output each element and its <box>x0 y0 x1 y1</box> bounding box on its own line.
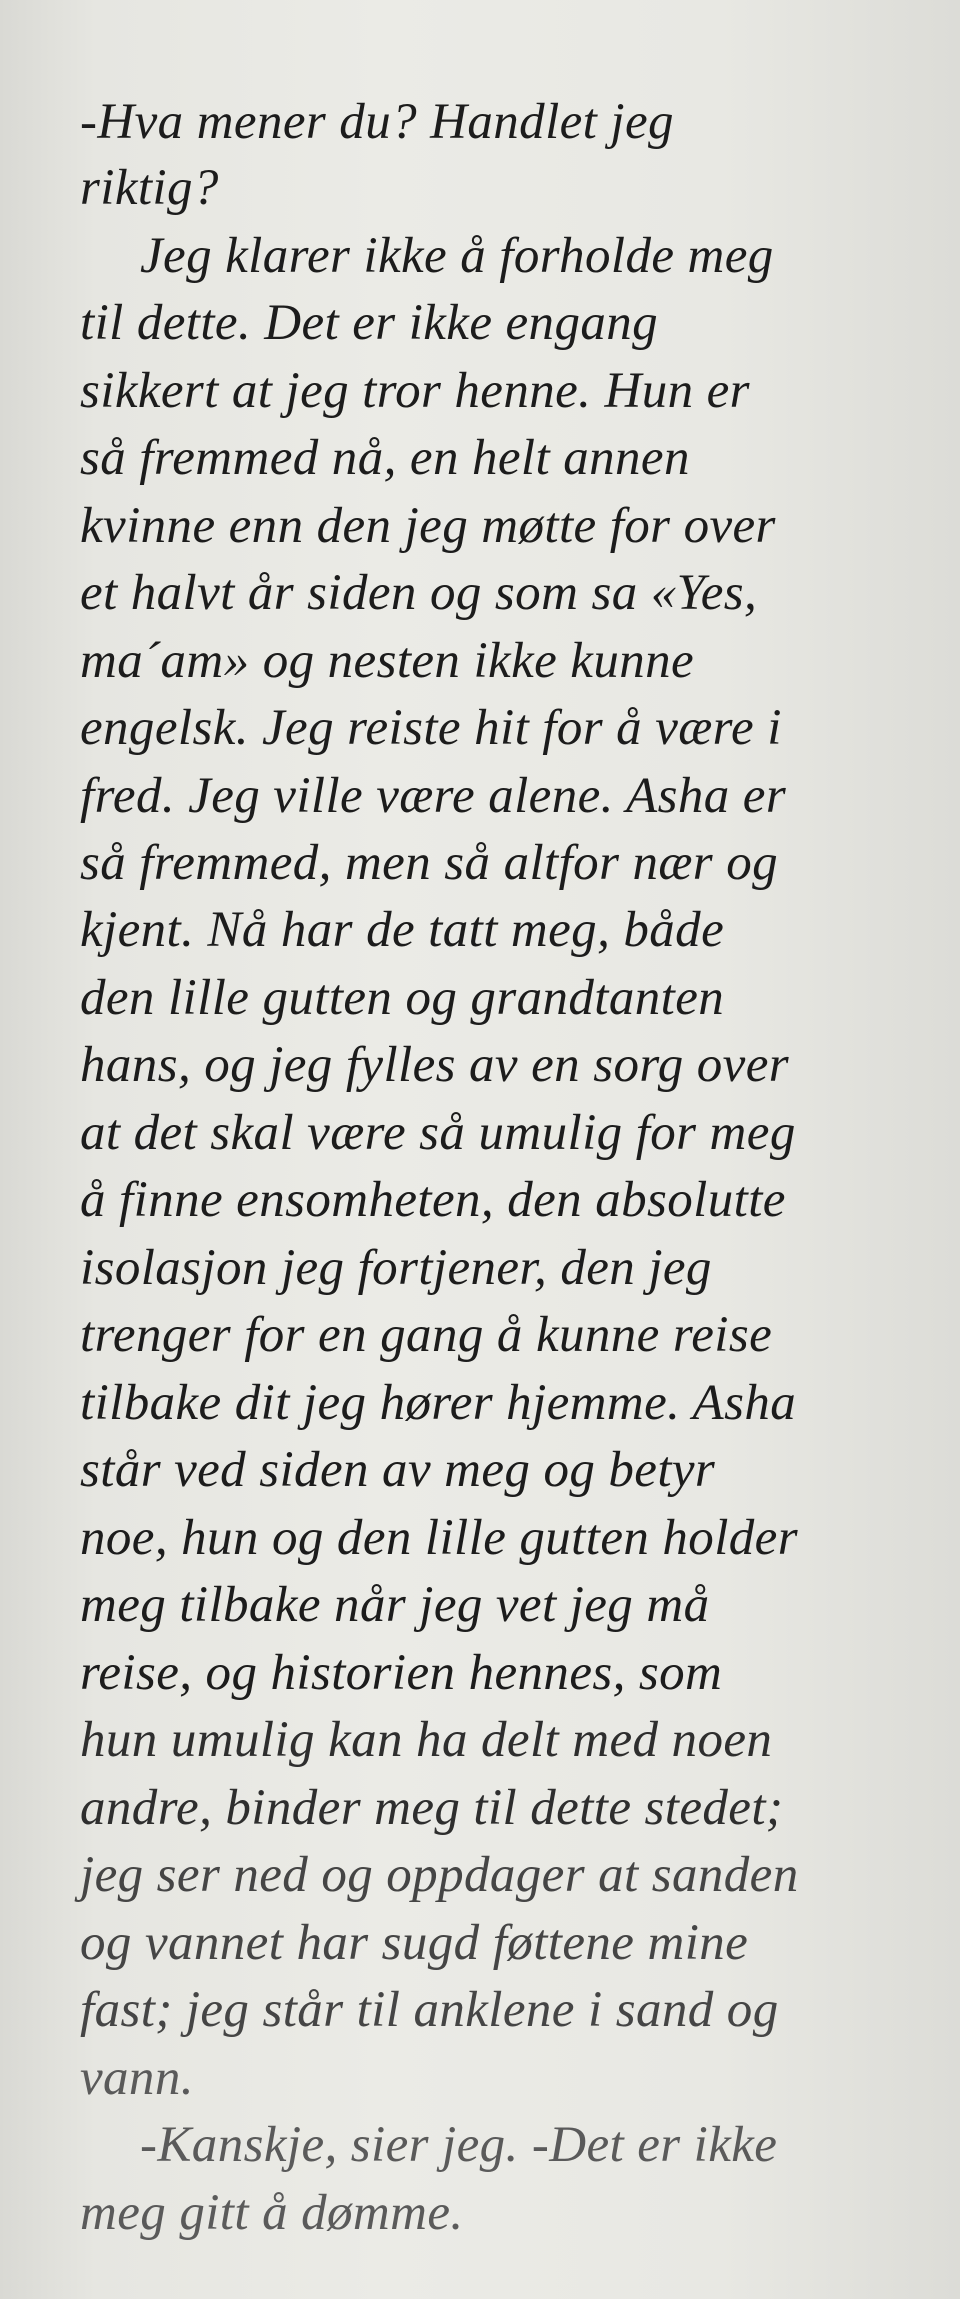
text-line: isolasjon jeg fortjener, den jeg <box>80 1240 712 1296</box>
text-line: noe, hun og den lille gutten holder <box>80 1510 798 1566</box>
text-line: hun umulig kan ha delt med noen <box>80 1712 773 1768</box>
text-line: sikkert at jeg tror henne. Hun er <box>80 363 750 419</box>
text-line: tilbake dit jeg hører hjemme. Asha <box>80 1375 797 1431</box>
text-line: så fremmed nå, en helt annen <box>80 430 690 486</box>
text-line: Jeg klarer ikke å forholde meg <box>140 228 774 284</box>
text-line: hans, og jeg fylles av en sorg over <box>80 1037 789 1093</box>
text-line: -Kanskje, sier jeg. -Det er ikke <box>140 2117 778 2173</box>
text-line: fast; jeg står til anklene i sand og <box>80 1982 779 2038</box>
text-line: kvinne enn den jeg møtte for over <box>80 498 776 554</box>
text-line: fred. Jeg ville være alene. Asha er <box>80 768 787 824</box>
text-line: til dette. Det er ikke engang <box>80 295 659 351</box>
text-line: reise, og historien hennes, som <box>80 1645 723 1701</box>
text-line: den lille gutten og grandtanten <box>80 970 725 1026</box>
text-line: -Hva mener du? Handlet jeg <box>80 94 674 150</box>
text-line: at det skal være så umulig for meg <box>80 1105 796 1161</box>
text-line: vann. <box>80 2050 194 2106</box>
text-line: meg tilbake når jeg vet jeg må <box>80 1577 710 1633</box>
text-line: trenger for en gang å kunne reise <box>80 1307 773 1363</box>
text-line: riktig? <box>80 160 219 216</box>
text-line: et halvt år siden og som sa «Yes, <box>80 565 758 621</box>
text-line: andre, binder meg til dette stedet; <box>80 1780 784 1836</box>
text-line: engelsk. Jeg reiste hit for å være i <box>80 700 782 756</box>
text-line: står ved siden av meg og betyr <box>80 1442 716 1498</box>
text-line: ma´am» og nesten ikke kunne <box>80 633 695 689</box>
text-line: og vannet har sugd føttene mine <box>80 1915 749 1971</box>
text-line: kjent. Nå har de tatt meg, både <box>80 902 725 958</box>
text-line: jeg ser ned og oppdager at sanden <box>80 1847 799 1903</box>
text-line: meg gitt å dømme. <box>80 2185 464 2241</box>
text-line: å finne ensomheten, den absolutte <box>80 1172 786 1228</box>
text-line: så fremmed, men så altfor nær og <box>80 835 778 891</box>
